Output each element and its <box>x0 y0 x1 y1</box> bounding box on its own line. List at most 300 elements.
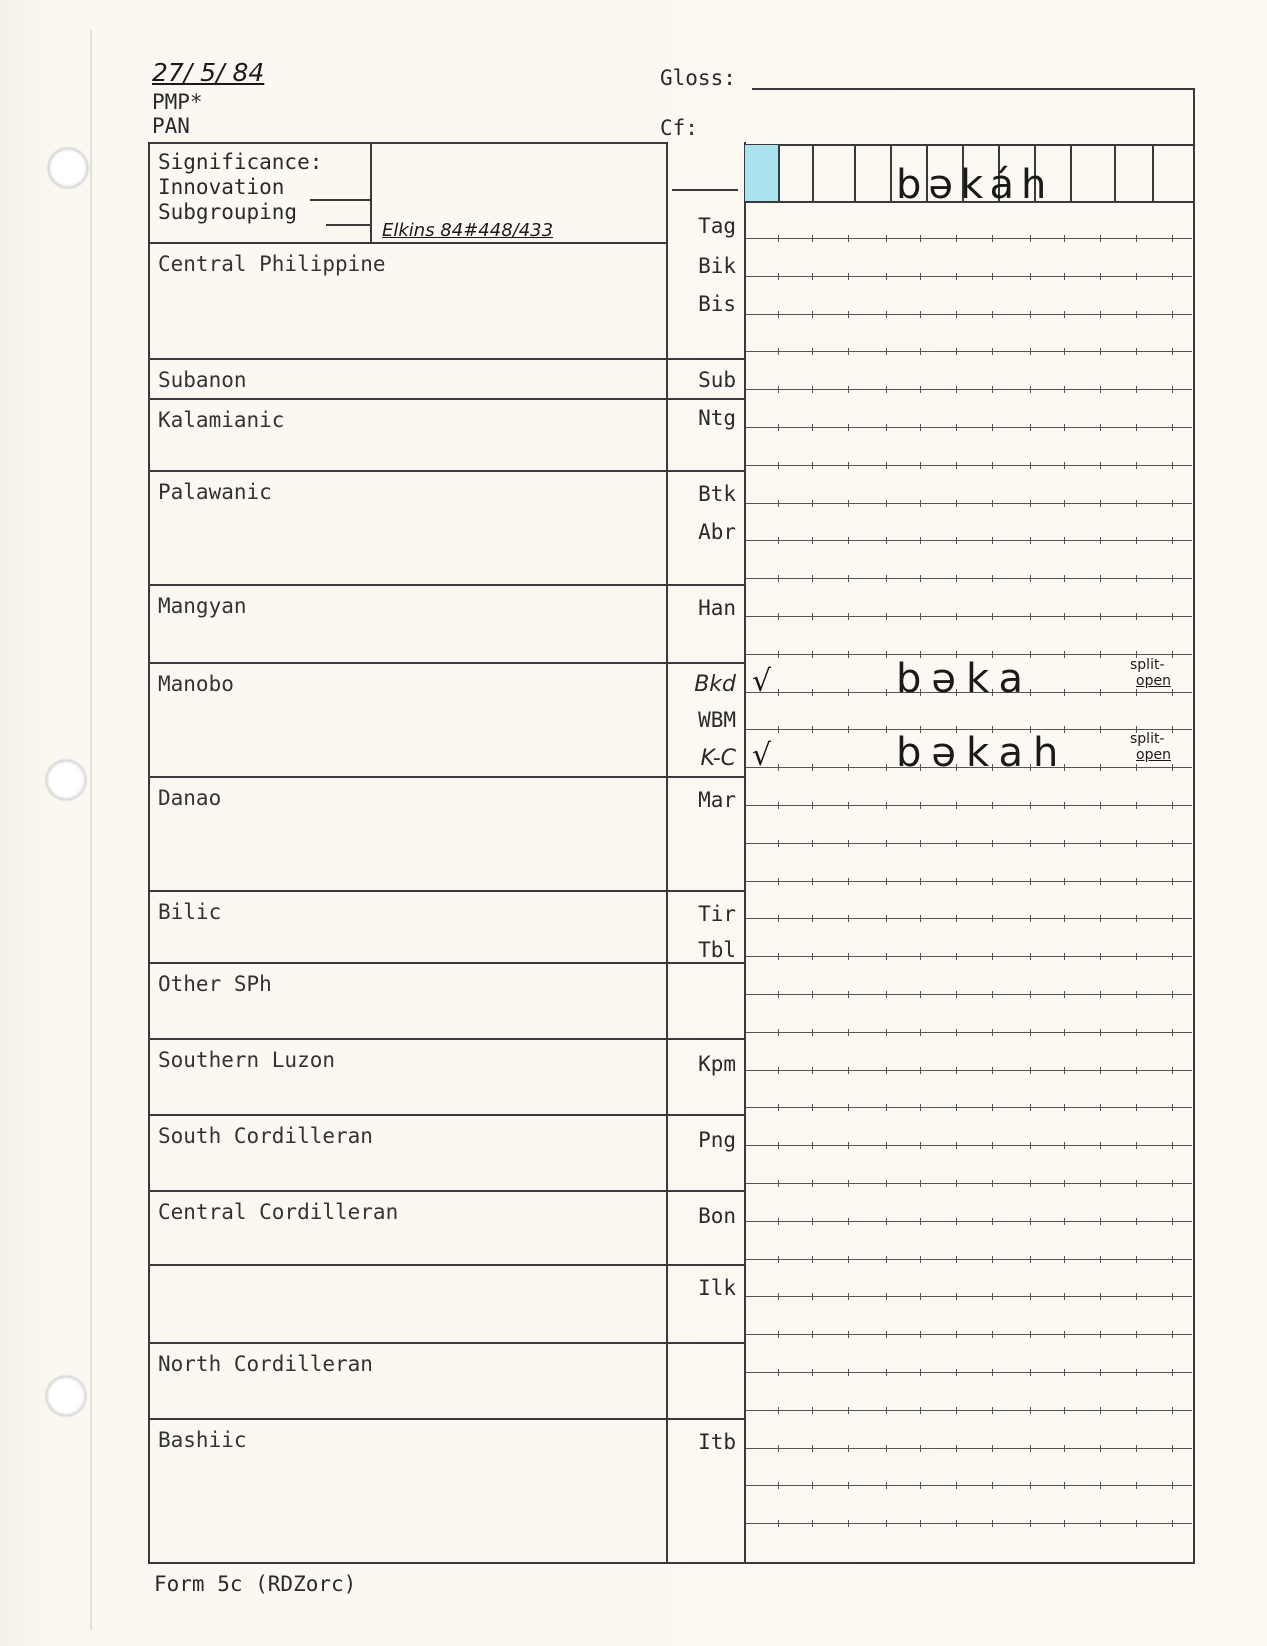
frame-left <box>148 142 150 1564</box>
ruled-tick <box>1064 1293 1065 1300</box>
ruled-tick <box>778 1482 779 1489</box>
ruled-tick <box>848 462 849 469</box>
ruled-tick <box>848 613 849 620</box>
ruled-tick <box>992 840 993 847</box>
language-code: K-C <box>700 746 736 771</box>
ruled-tick <box>812 1445 813 1452</box>
ruled-tick <box>1100 840 1101 847</box>
ruled-tick <box>848 991 849 998</box>
ruled-tick <box>992 1407 993 1414</box>
binder-hole-top <box>48 148 88 188</box>
ruled-tick <box>956 1293 957 1300</box>
ruled-tick <box>1136 1407 1137 1414</box>
ruled-tick <box>778 651 779 658</box>
ruled-tick <box>1172 689 1173 696</box>
ruled-tick <box>992 273 993 280</box>
ruled-tick <box>848 235 849 242</box>
ruled-tick <box>848 273 849 280</box>
ruled-tick <box>1136 273 1137 280</box>
ruled-tick <box>886 1029 887 1036</box>
ruled-tick <box>920 500 921 507</box>
ruled-tick <box>778 1445 779 1452</box>
ruled-tick <box>1064 915 1065 922</box>
ruled-tick <box>778 575 779 582</box>
ruled-tick <box>1100 915 1101 922</box>
ruled-tick <box>920 386 921 393</box>
ruled-tick <box>1172 500 1173 507</box>
ruled-tick <box>1136 689 1137 696</box>
ruled-tick <box>812 1067 813 1074</box>
group-divider <box>148 890 745 892</box>
ruled-tick <box>956 802 957 809</box>
binder-hole-bottom <box>46 1376 86 1416</box>
ruled-tick <box>848 1482 849 1489</box>
ruled-tick <box>992 915 993 922</box>
sigbox-divider <box>370 142 372 242</box>
ruled-tick <box>920 1218 921 1225</box>
ruled-tick <box>956 840 957 847</box>
ruled-tick <box>956 991 957 998</box>
ruled-tick <box>886 235 887 242</box>
ruled-tick <box>992 1293 993 1300</box>
ruled-tick <box>778 840 779 847</box>
ruled-tick <box>812 235 813 242</box>
ruled-tick <box>1030 575 1031 582</box>
ruled-tick <box>920 273 921 280</box>
highlight-cell <box>745 145 778 201</box>
ruled-tick <box>812 1293 813 1300</box>
ruled-tick <box>956 915 957 922</box>
ruled-tick <box>778 1293 779 1300</box>
ruled-tick <box>812 953 813 960</box>
ruled-tick <box>1172 1331 1173 1338</box>
group-divider <box>148 398 745 400</box>
ruled-tick <box>1030 311 1031 318</box>
ruled-tick <box>956 1218 957 1225</box>
group-divider <box>148 1190 745 1192</box>
ruled-tick <box>886 689 887 696</box>
ruled-tick <box>1064 462 1065 469</box>
ruled-tick <box>1064 1482 1065 1489</box>
ruled-tick <box>1172 1293 1173 1300</box>
ruled-tick <box>886 1104 887 1111</box>
ruled-tick <box>812 500 813 507</box>
ruled-tick <box>992 1482 993 1489</box>
ruled-tick <box>886 1180 887 1187</box>
ruled-tick <box>1136 537 1137 544</box>
ruled-tick <box>920 1520 921 1527</box>
proto-form: bəkáh <box>896 162 1054 208</box>
ruled-tick <box>956 1067 957 1074</box>
ruled-tick <box>1064 348 1065 355</box>
ruled-tick <box>956 386 957 393</box>
ruled-tick <box>1136 462 1137 469</box>
language-code: Han <box>698 596 736 620</box>
ruled-tick <box>1100 1218 1101 1225</box>
ruled-tick <box>956 1180 957 1187</box>
ruled-tick <box>848 651 849 658</box>
frame-right <box>1193 88 1195 1564</box>
ruled-tick <box>1064 1256 1065 1263</box>
ruled-tick <box>1172 235 1173 242</box>
ruled-tick <box>992 1104 993 1111</box>
check-mark: √ <box>752 664 772 699</box>
ruled-tick <box>1064 273 1065 280</box>
ruled-tick <box>1030 348 1031 355</box>
ruled-tick <box>848 802 849 809</box>
ruled-tick <box>956 424 957 431</box>
ruled-tick <box>992 348 993 355</box>
form-cell-divider <box>890 144 892 201</box>
ruled-tick <box>1172 651 1173 658</box>
ruled-tick <box>812 1482 813 1489</box>
ruled-tick <box>992 462 993 469</box>
ruled-tick <box>1064 1029 1065 1036</box>
ruled-tick <box>848 1445 849 1452</box>
ruled-tick <box>1172 575 1173 582</box>
ruled-tick <box>1100 1482 1101 1489</box>
language-code: Tbl <box>698 938 736 962</box>
ruled-tick <box>886 1067 887 1074</box>
ruled-tick <box>812 1520 813 1527</box>
ruled-tick <box>848 537 849 544</box>
ruled-tick <box>778 235 779 242</box>
ruled-tick <box>812 1331 813 1338</box>
ruled-tick <box>956 1520 957 1527</box>
check-mark: √ <box>752 738 772 773</box>
ruled-tick <box>812 613 813 620</box>
date-entry: 27/ 5/ 84 <box>152 58 265 87</box>
ruled-tick <box>1030 840 1031 847</box>
form-cell-divider <box>812 144 814 201</box>
reflex-form: bəkah <box>896 730 1069 776</box>
sigbox-top <box>148 142 666 144</box>
ruled-tick <box>1100 1445 1101 1452</box>
ruled-tick <box>848 1067 849 1074</box>
ruled-tick <box>778 802 779 809</box>
ruled-tick <box>1030 1104 1031 1111</box>
ruled-tick <box>1030 1067 1031 1074</box>
language-code: Mar <box>698 788 736 812</box>
ruled-tick <box>1172 311 1173 318</box>
ruled-tick <box>1136 1142 1137 1149</box>
ruled-tick <box>812 1218 813 1225</box>
ruled-tick <box>886 1256 887 1263</box>
ruled-tick <box>848 1142 849 1149</box>
ruled-tick <box>1172 1256 1173 1263</box>
ruled-tick <box>886 1293 887 1300</box>
ruled-tick <box>1172 764 1173 771</box>
ruled-tick <box>1136 424 1137 431</box>
ruled-tick <box>956 1104 957 1111</box>
ruled-tick <box>886 273 887 280</box>
ruled-tick <box>1172 1482 1173 1489</box>
ruled-tick <box>920 1407 921 1414</box>
gloss-label: Gloss: <box>660 66 736 90</box>
ruled-tick <box>992 1445 993 1452</box>
divider-abbr-right <box>744 142 746 1564</box>
ruled-tick <box>1100 424 1101 431</box>
ruled-tick <box>886 1482 887 1489</box>
ruled-tick <box>920 575 921 582</box>
ruled-tick <box>1136 500 1137 507</box>
ruled-tick <box>1100 273 1101 280</box>
ruled-tick <box>1030 1369 1031 1376</box>
divider-abbr-left <box>666 142 668 1564</box>
ruled-tick <box>1064 1445 1065 1452</box>
ruled-tick <box>1172 1407 1173 1414</box>
pan-label: PAN <box>152 114 190 138</box>
ruled-tick <box>812 1029 813 1036</box>
ruled-tick <box>1100 1407 1101 1414</box>
ruled-tick <box>1172 537 1173 544</box>
entry-note-line2: open <box>1136 747 1171 763</box>
ruled-tick <box>992 1520 993 1527</box>
ruled-tick <box>1064 1520 1065 1527</box>
ruled-tick <box>956 311 957 318</box>
ruled-tick <box>1136 1331 1137 1338</box>
group-divider <box>148 662 745 664</box>
group-name: Danao <box>158 786 222 810</box>
ruled-tick <box>1064 1067 1065 1074</box>
ruled-tick <box>886 613 887 620</box>
ruled-tick <box>886 537 887 544</box>
group-divider <box>148 1418 745 1420</box>
group-divider <box>148 962 745 964</box>
ruled-tick <box>920 537 921 544</box>
ruled-tick <box>956 1482 957 1489</box>
ruled-tick <box>1100 764 1101 771</box>
innovation-label: Innovation <box>158 175 285 199</box>
ruled-tick <box>1172 802 1173 809</box>
ruled-tick <box>886 802 887 809</box>
group-name: Subanon <box>158 368 247 392</box>
ruled-tick <box>778 311 779 318</box>
ruled-tick <box>848 1331 849 1338</box>
frame-bottom <box>148 1562 1194 1564</box>
form-cell-divider <box>854 144 856 201</box>
ruled-tick <box>920 311 921 318</box>
ruled-tick <box>1064 1369 1065 1376</box>
ruled-tick <box>886 500 887 507</box>
ruled-tick <box>848 1369 849 1376</box>
ruled-tick <box>812 1142 813 1149</box>
ruled-tick <box>886 575 887 582</box>
ruled-tick <box>1100 991 1101 998</box>
ruled-tick <box>1064 235 1065 242</box>
ruled-tick <box>812 1256 813 1263</box>
ruled-tick <box>848 764 849 771</box>
sigbox-bottom <box>148 242 666 244</box>
subgrouping-label: Subgrouping <box>158 200 298 224</box>
ruled-tick <box>778 273 779 280</box>
language-code: Bkd <box>694 672 736 697</box>
ruled-tick <box>1172 613 1173 620</box>
ruled-tick <box>1064 386 1065 393</box>
ruled-tick <box>812 575 813 582</box>
ruled-tick <box>886 991 887 998</box>
group-name: Other SPh <box>158 972 272 996</box>
ruled-tick <box>812 840 813 847</box>
ruled-tick <box>920 462 921 469</box>
ruled-tick <box>778 348 779 355</box>
ruled-tick <box>920 1293 921 1300</box>
language-code: WBM <box>698 708 736 732</box>
ruled-tick <box>778 1142 779 1149</box>
ruled-tick <box>956 273 957 280</box>
ruled-tick <box>886 726 887 733</box>
ruled-tick <box>1064 1142 1065 1149</box>
ruled-tick <box>778 462 779 469</box>
ruled-tick <box>886 1445 887 1452</box>
group-divider <box>148 776 745 778</box>
group-name: Manobo <box>158 672 234 696</box>
group-name: Mangyan <box>158 594 247 618</box>
ruled-tick <box>1136 953 1137 960</box>
group-divider <box>148 470 745 472</box>
ruled-tick <box>1064 1180 1065 1187</box>
ruled-tick <box>1100 953 1101 960</box>
ruled-tick <box>1030 386 1031 393</box>
ruled-tick <box>992 613 993 620</box>
language-code: Itb <box>698 1430 736 1454</box>
group-name: Bashiic <box>158 1428 247 1452</box>
ruled-tick <box>812 878 813 885</box>
ruled-tick <box>848 575 849 582</box>
ruled-tick <box>1100 1029 1101 1036</box>
ruled-tick <box>1064 991 1065 998</box>
reflex-form: bəka <box>896 656 1033 702</box>
ruled-tick <box>1100 1142 1101 1149</box>
ruled-tick <box>848 915 849 922</box>
language-code: Bon <box>698 1204 736 1228</box>
ruled-tick <box>848 1218 849 1225</box>
ruled-tick <box>1100 613 1101 620</box>
ruled-tick <box>1030 273 1031 280</box>
ruled-tick <box>956 1445 957 1452</box>
ruled-tick <box>886 386 887 393</box>
ruled-tick <box>778 1407 779 1414</box>
group-divider <box>148 358 745 360</box>
ruled-tick <box>1172 462 1173 469</box>
ruled-tick <box>1136 1180 1137 1187</box>
group-name: Bilic <box>158 900 222 924</box>
ruled-tick <box>992 500 993 507</box>
ruled-tick <box>1100 1520 1101 1527</box>
ruled-tick <box>920 1369 921 1376</box>
ruled-tick <box>1172 1104 1173 1111</box>
ruled-tick <box>812 348 813 355</box>
ruled-tick <box>1172 1029 1173 1036</box>
source-note: Elkins 84#448/433 <box>382 220 554 241</box>
ruled-tick <box>920 613 921 620</box>
ruled-tick <box>956 1256 957 1263</box>
ruled-tick <box>992 1256 993 1263</box>
ruled-tick <box>1136 1369 1137 1376</box>
ruled-tick <box>992 1142 993 1149</box>
ruled-tick <box>848 1029 849 1036</box>
language-code: Btk <box>698 482 736 506</box>
ruled-tick <box>1100 386 1101 393</box>
ruled-tick <box>1100 1104 1101 1111</box>
form-cell-divider <box>1070 144 1072 201</box>
ruled-tick <box>778 386 779 393</box>
significance-label: Significance: <box>158 150 323 174</box>
ruled-tick <box>1136 613 1137 620</box>
ruled-tick <box>992 1180 993 1187</box>
ruled-tick <box>1136 915 1137 922</box>
ruled-tick <box>1172 1445 1173 1452</box>
ruled-tick <box>848 953 849 960</box>
ruled-tick <box>812 462 813 469</box>
ruled-tick <box>848 386 849 393</box>
language-code: Ilk <box>698 1276 736 1300</box>
ruled-tick <box>956 1369 957 1376</box>
ruled-tick <box>812 1180 813 1187</box>
group-divider <box>148 1264 745 1266</box>
language-code: Tir <box>698 902 736 926</box>
ruled-tick <box>778 1104 779 1111</box>
ruled-tick <box>848 500 849 507</box>
paper-edge-shadow <box>90 30 92 1630</box>
gloss-underline <box>752 88 1194 90</box>
ruled-tick <box>1172 991 1173 998</box>
ruled-tick <box>1100 689 1101 696</box>
ruled-tick <box>992 991 993 998</box>
ruled-tick <box>956 878 957 885</box>
ruled-tick <box>1136 764 1137 771</box>
ruled-tick <box>1136 1293 1137 1300</box>
form-footer: Form 5c (RDZorc) <box>154 1572 357 1596</box>
ruled-tick <box>920 1256 921 1263</box>
language-code: Sub <box>698 368 736 392</box>
ruled-tick <box>1100 235 1101 242</box>
ruled-tick <box>848 1293 849 1300</box>
ruled-tick <box>778 613 779 620</box>
ruled-tick <box>1100 1293 1101 1300</box>
form-cell-divider <box>1152 144 1154 201</box>
ruled-tick <box>920 1067 921 1074</box>
language-code: Kpm <box>698 1052 736 1076</box>
ruled-tick <box>1136 348 1137 355</box>
ruled-tick <box>848 348 849 355</box>
ruled-tick <box>920 1029 921 1036</box>
ruled-tick <box>886 878 887 885</box>
ruled-tick <box>848 311 849 318</box>
ruled-tick <box>956 1029 957 1036</box>
cf-label: Cf: <box>660 116 698 140</box>
ruled-tick <box>1100 1067 1101 1074</box>
ruled-tick <box>1136 991 1137 998</box>
ruled-tick <box>1030 915 1031 922</box>
ruled-tick <box>956 1142 957 1149</box>
ruled-tick <box>778 953 779 960</box>
ruled-tick <box>1172 878 1173 885</box>
ruled-tick <box>778 500 779 507</box>
ruled-tick <box>886 1331 887 1338</box>
ruled-tick <box>886 1520 887 1527</box>
ruled-tick <box>1030 1142 1031 1149</box>
ruled-tick <box>812 537 813 544</box>
ruled-tick <box>886 1369 887 1376</box>
group-divider <box>148 1114 745 1116</box>
form-cell-divider <box>1114 144 1116 201</box>
ruled-tick <box>812 802 813 809</box>
ruled-tick <box>1064 424 1065 431</box>
group-divider <box>148 584 745 586</box>
ruled-tick <box>778 991 779 998</box>
ruled-tick <box>1100 651 1101 658</box>
